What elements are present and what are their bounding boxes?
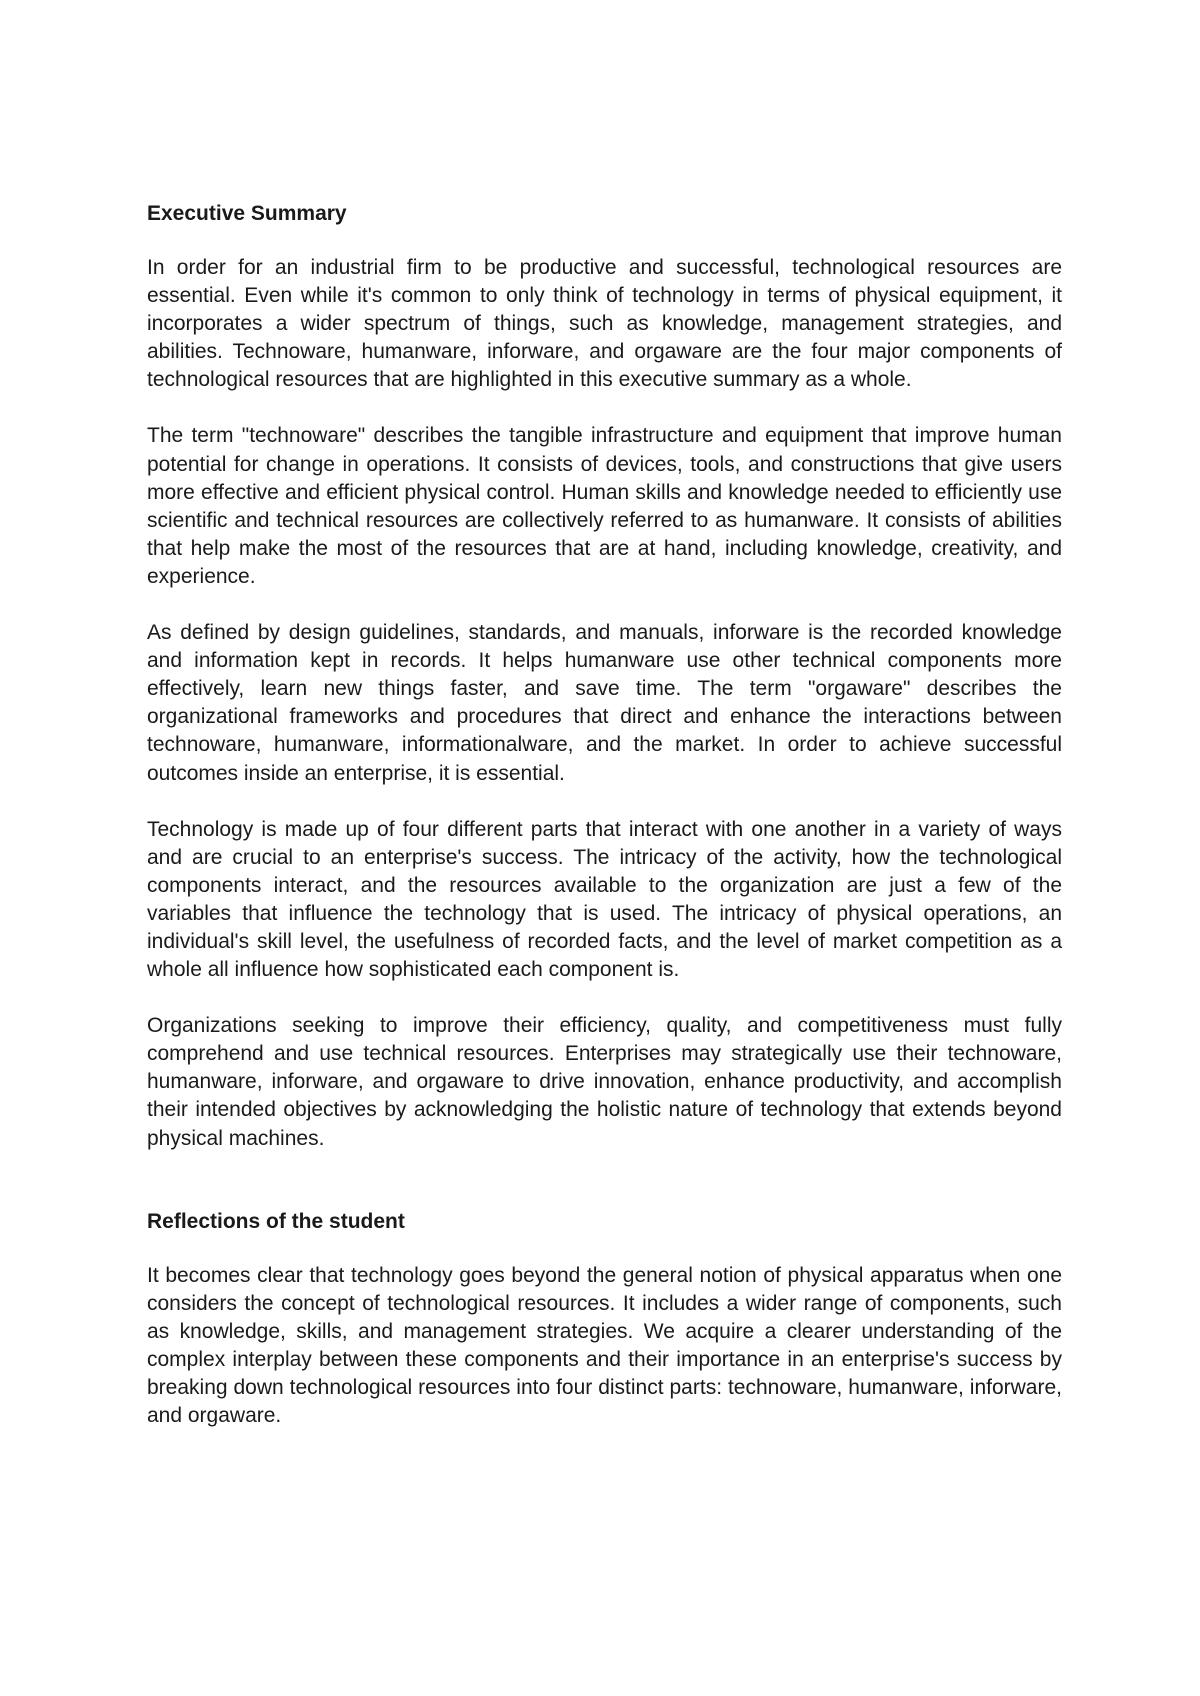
paragraph: Technology is made up of four different parts that interact with one another in a variety of ways and are crucial to an enterprise's success. The intricacy of the activity, how the technological components interact, and the resources available to the organization are just a few of the variables that influence the technology that is used. The intricacy of physical operations, an individual's skill level, the usefulness of recorded facts, and the level of market competition as a whole all influence how sophisticated each component is. <box>147 817 1062 982</box>
document-page <box>147 200 1062 1458</box>
section-heading: Reflections of the student <box>147 1209 405 1233</box>
paragraph: As defined by design guidelines, standards, and manuals, inforware is the recorded knowledge and information kept in records. It helps humanware use other technical components more effectively, learn new things faster, and save time. The term "orgaware" describes the organizational frameworks and procedures that direct and enhance the interactions between technoware, humanware, informationalware, and the market. In order to achieve successful outcomes inside an enterprise, it is essential. <box>147 621 1062 785</box>
section-heading: Executive Summary <box>147 202 347 225</box>
student-reflections-section <box>147 1208 1062 1431</box>
executive-summary-section <box>147 200 1062 1153</box>
paragraph: Organizations seeking to improve their efficiency, quality, and competitiveness must fully comprehend and use technical resources. Enterprises may strategically use their technoware, humanware, inforware, and orgaware to drive innovation, enhance productivity, and accomplish their intended objectives by acknowledging the holistic nature of technology that extends beyond physical machines. <box>147 1014 1062 1150</box>
paragraph: The term "technoware" describes the tangible infrastructure and equipment that improve human potential for change in operations. It consists of devices, tools, and constructions that give users more effective and efficient physical control. Human skills and knowledge needed to efficiently use scientific and technical resources are collectively referred to as humanware. It consists of abilities that help make the most of the resources that are at hand, including knowledge, creativity, and experience. <box>147 424 1062 588</box>
paragraph: It becomes clear that technology goes beyond the general notion of physical apparatus when one considers the concept of technological resources. It includes a wider range of components, such as knowledge, skills, and management strategies. We acquire a clearer understanding of the complex interplay between these components and their importance in an enterprise's success by breaking down technological resources into four distinct parts: technoware, humanware, inforware, and orgaware. <box>147 1263 1062 1428</box>
paragraph: In order for an industrial firm to be productive and successful, technological resources are essential. Even while it's common to only think of technology in terms of physical equipment, it incorporates a wider spectrum of things, such as knowledge, management strategies, and abilities. Technoware, humanware, inforware, and orgaware are the four major components of technological resources that are highlighted in this executive summary as a whole. <box>147 256 1062 392</box>
